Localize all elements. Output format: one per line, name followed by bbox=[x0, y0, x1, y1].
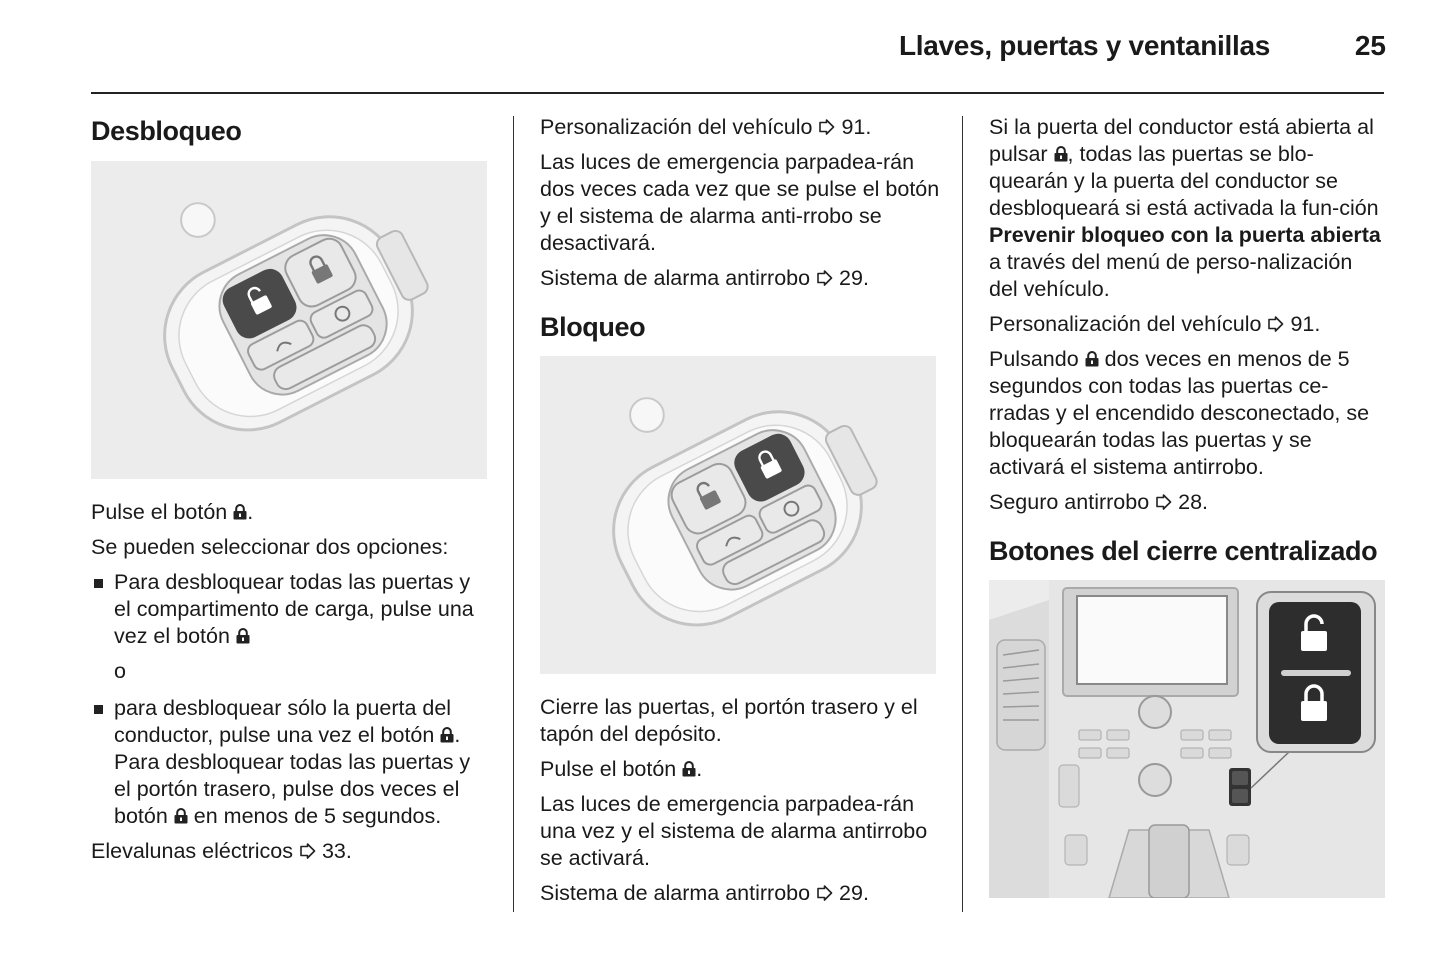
arrow-icon bbox=[816, 270, 833, 286]
c1-p3-text: Elevalunas eléctricos bbox=[91, 839, 293, 863]
c3-p1-text-a: Si la puerta del conductor está abierta al pulsar bbox=[989, 115, 1374, 166]
lock-icon bbox=[1085, 351, 1099, 367]
c2-p5-text: Pulse el botón bbox=[540, 757, 677, 781]
arrow-icon bbox=[816, 885, 833, 901]
header-rule bbox=[91, 92, 1384, 94]
page-number: 25 bbox=[1354, 30, 1386, 61]
c3-p4 bbox=[989, 489, 1385, 516]
c1-bullet-2-text-c: en menos de 5 segundos. bbox=[193, 804, 442, 828]
c2-p4: Cierre las puertas, el portón trasero y el tapón del depósito. bbox=[540, 695, 918, 746]
figure-key-lock bbox=[540, 356, 936, 674]
c1-bullet-1-text: Para desbloquear todas las puertas y el compartimento de carga, pulse una vez el botón bbox=[114, 570, 474, 648]
c1-p1 bbox=[91, 499, 491, 526]
c2-p7-ref: 29. bbox=[839, 881, 869, 905]
lock-icon bbox=[682, 761, 696, 777]
c1-bullet-2-text-a: para desbloquear sólo la puerta del conductor, pulse una vez el botón bbox=[114, 696, 452, 747]
c2-p5-end: . bbox=[696, 757, 703, 781]
c2-p3 bbox=[540, 265, 940, 292]
c3-p1-bold: Prevenir bloqueo con la puerta abierta bbox=[989, 223, 1381, 247]
figure-central-lock-buttons bbox=[989, 580, 1385, 898]
c1-or: o bbox=[114, 659, 126, 683]
c1-p1-text: Pulse el botón bbox=[91, 500, 228, 524]
column-divider-1 bbox=[513, 116, 514, 912]
c3-p1 bbox=[989, 114, 1385, 303]
c3-p3-text-a: Pulsando bbox=[989, 347, 1079, 371]
c2-p1-ref: 91. bbox=[841, 115, 872, 139]
arrow-icon bbox=[818, 119, 835, 135]
c2-p5 bbox=[540, 756, 940, 783]
c3-p1-text-c: a través del menú de perso-nalización del vehículo. bbox=[989, 250, 1353, 301]
c1-p3 bbox=[91, 838, 491, 865]
arrow-icon bbox=[1267, 316, 1284, 332]
figure-key-unlock bbox=[91, 161, 487, 479]
header-title: Llaves, puertas y ventanillas bbox=[898, 30, 1270, 61]
heading-botones-cierre: Botones del cierre centralizado bbox=[989, 536, 1378, 566]
column-1 bbox=[91, 114, 491, 873]
c2-p1 bbox=[540, 114, 940, 141]
c2-p6: Las luces de emergencia parpadea-rán una vez y el sistema de alarma antirrobo se activará. bbox=[540, 792, 928, 870]
column-3 bbox=[989, 114, 1385, 898]
column-divider-2 bbox=[962, 116, 963, 912]
c2-p3-ref: 29. bbox=[839, 266, 869, 290]
c2-p3-text: Sistema de alarma antirrobo bbox=[540, 266, 811, 290]
c2-p7-text: Sistema de alarma antirrobo bbox=[540, 881, 811, 905]
c2-p7 bbox=[540, 880, 940, 907]
lock-icon bbox=[1054, 146, 1068, 162]
c1-p2: Se pueden seleccionar dos opciones: bbox=[91, 535, 449, 559]
c3-p4-text: Seguro antirrobo bbox=[989, 490, 1150, 514]
lock-icon bbox=[233, 504, 247, 520]
c1-bullet-2 bbox=[91, 695, 491, 830]
arrow-icon bbox=[299, 843, 316, 859]
column-2 bbox=[540, 114, 940, 915]
c3-p1-text-b: , todas las puertas se blo-quearán y la puerta del conductor se desbloqueará si está activada la fun-ción bbox=[989, 142, 1379, 220]
c2-p2: Las luces de emergencia parpadea-rán dos veces cada vez que se pulse el botón y el sistema de alarma anti-rrobo se desactivará. bbox=[540, 150, 940, 255]
c2-p1-text: Personalización del vehículo bbox=[540, 115, 813, 139]
lock-icon bbox=[174, 808, 188, 824]
c3-p2-text: Personalización del vehículo bbox=[989, 312, 1262, 336]
c1-p3-ref: 33. bbox=[321, 839, 352, 863]
heading-desbloqueo: Desbloqueo bbox=[91, 116, 242, 146]
c1-p1-end: . bbox=[247, 500, 254, 524]
c3-p2-ref: 91. bbox=[1290, 312, 1321, 336]
c1-bullet-2-text-b: . Para desbloquear todas las puertas y el portón trasero, pulse dos veces el botón bbox=[114, 723, 471, 828]
heading-bloqueo: Bloqueo bbox=[540, 312, 646, 342]
c3-p2 bbox=[989, 311, 1385, 338]
c3-p3 bbox=[989, 346, 1385, 481]
lock-icon bbox=[236, 628, 250, 644]
c1-bullet-1 bbox=[91, 569, 491, 650]
c3-p4-ref: 28. bbox=[1178, 490, 1209, 514]
arrow-icon bbox=[1155, 494, 1172, 510]
lock-icon bbox=[440, 727, 454, 743]
c3-p3-text-b: dos veces en menos de 5 segundos con todas las puertas ce-rradas y el encendido desconectado, se bloquearán todas las puertas y se activará el sistema antirrobo. bbox=[989, 347, 1370, 479]
